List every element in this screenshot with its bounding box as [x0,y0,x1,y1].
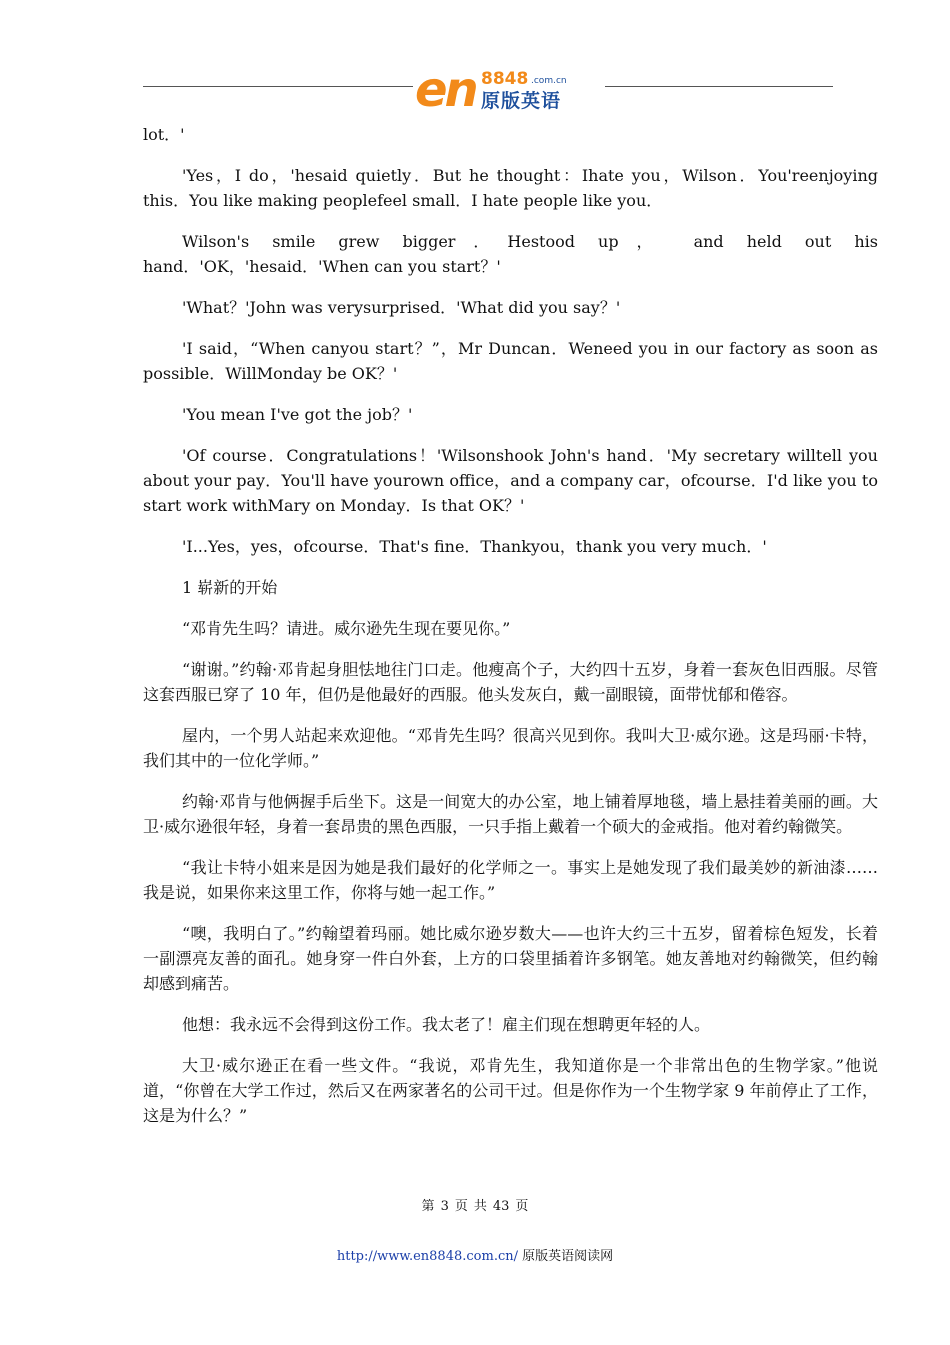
page-number-footer [0,1198,950,1216]
site-name: 原版英语阅读网 [522,1249,614,1264]
paragraph: 他想：我永远不会得到这份工作。我太老了！雇主们现在想聘更年轻的人。 [182,1015,711,1034]
paragraph: 约翰·邓肯与他俩握手后坐下。这是一间宽大的办公室，地上铺着厚地毯，墙上悬挂着美丽的画。大卫·威尔逊很年轻，身着一套昂贵的黑色西服，一只手指上戴着一个硕大的金戒指。他对着约翰微笑。 [143,792,878,836]
paragraph: 'You mean I've got the job？' [182,405,413,424]
page-label-gong: 共 [473,1199,487,1214]
paragraph: 'I said，“When canyou start？”，Mr Duncan．Weneed you in our factory as soon as possible．WillMonday be OK？' [143,339,878,383]
total-page-count: 43 [492,1199,510,1214]
logo-domain: .com.cn [531,76,567,86]
paragraph: “我让卡特小姐来是因为她是我们最好的化学师之一。事实上是她发现了我们最美妙的新油漆……我是说，如果你来这里工作，你将与她一起工作。” [143,858,878,902]
paragraph: “噢，我明白了。”约翰望着玛丽。她比威尔逊岁数大——也许大约三十五岁，留着棕色短发，长着一副漂亮友善的面孔。她身穿一件白外套，上方的口袋里插着许多钢笔。她友善地对约翰微笑，但约翰却感到痛苦。 [143,924,878,993]
paragraph: Wilson's smile grew bigger．Hestood up， and held out his hand．'OK，'hesaid．'When can you start？' [143,232,878,276]
paragraph: 'Yes，I do，'hesaid quietly．But he thought：Ihate you，Wilson．You'reenjoying this．You like making peoplefeel small．I hate people like you． [143,166,878,210]
paragraph: 'I...Yes，yes，ofcourse．That's fine．Thankyou，thank you very much．' [182,537,767,556]
page-header [143,62,833,118]
logo-en-text: en [415,62,476,118]
paragraph: “邓肯先生吗？请进。威尔逊先生现在要见你。” [182,619,511,638]
paragraph: 屋内，一个男人站起来欢迎他。“邓肯先生吗？很高兴见到你。我叫大卫·威尔逊。这是玛丽·卡特，我们其中的一位化学师。” [143,726,878,770]
chapter-heading: 1 崭新的开始 [182,578,278,597]
page-label-ye: 页 [454,1199,468,1214]
paragraph: lot．' [143,125,185,144]
en8848-logo [413,62,605,118]
site-footer [0,1248,950,1266]
paragraph: 'What？'John was verysurprised．'What did you say？' [182,298,621,317]
paragraph: 大卫·威尔逊正在看一些文件。“我说，邓肯先生，我知道你是一个非常出色的生物学家。”他说道，“你曾在大学工作过，然后又在两家著名的公司干过。但是你作为一个生物学家 9 年前停止了工作，这是为什么？” [143,1056,878,1125]
site-url-link[interactable]: http://www.en8848.com.cn/ [336,1249,518,1264]
current-page-number: 3 [440,1199,449,1214]
page-label-di: 第 [421,1199,435,1214]
document-body [143,122,878,1128]
paragraph: “谢谢。”约翰·邓肯起身胆怯地往门口走。他瘦高个子，大约四十五岁，身着一套灰色旧西服。尽管这套西服已穿了 10 年，但仍是他最好的西服。他头发灰白，戴一副眼镜，面带忧郁和倦容。 [143,660,878,704]
logo-number: 8848 [481,69,529,89]
paragraph: 'Of course．Congratulations！'Wilsonshook John's hand．'My secretary willtell you about your pay．You'll have yourown office，and a company car，ofcourse．I'd like you to start work withMary on Monday．Is that OK？' [143,446,878,515]
logo-chinese-name: 原版英语 [481,90,562,112]
page-label-ye: 页 [515,1199,529,1214]
